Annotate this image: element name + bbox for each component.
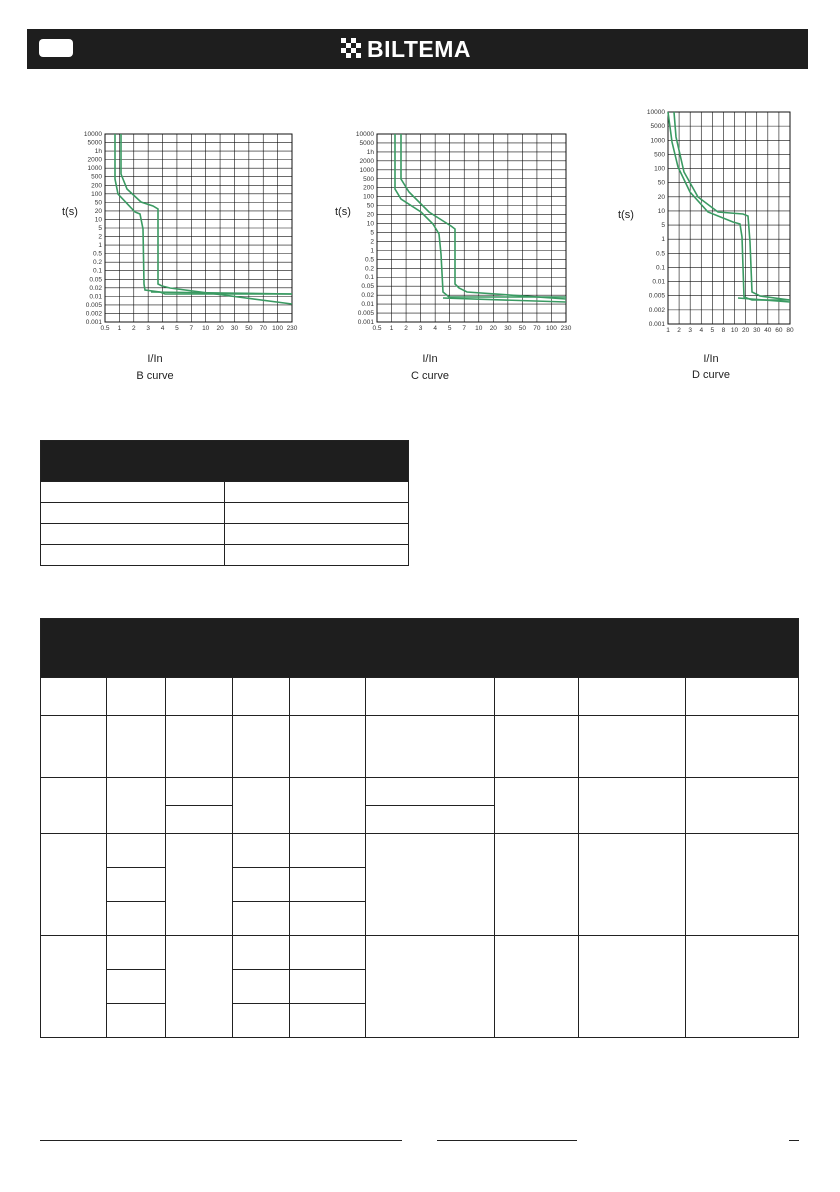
x-tick-label: 20 (489, 325, 497, 332)
y-tick-label: 0.002 (648, 306, 665, 314)
y-axis-label: t(s) (335, 206, 351, 218)
chart-svg (50, 112, 298, 387)
x-tick-label: 30 (230, 325, 239, 332)
y-tick-label: 1h (94, 148, 102, 156)
y-tick-label: 0.001 (648, 321, 665, 328)
x-tick-label: 30 (504, 325, 512, 332)
y-tick-label: 0.005 (648, 292, 665, 300)
table-row (41, 778, 799, 806)
x-tick-label: 2 (131, 325, 136, 332)
x-tick-label: 10 (202, 325, 210, 332)
y-tick-label: 0.5 (92, 250, 102, 258)
table-row (41, 834, 799, 868)
x-tick-label: 100 (272, 325, 284, 332)
y-tick-label: 5000 (359, 139, 374, 147)
spec-table-small (40, 440, 409, 566)
x-tick-label: 10 (730, 327, 739, 334)
y-tick-label: 200 (363, 184, 374, 192)
x-tick-label: 70 (533, 325, 541, 332)
y-tick-label: 0.005 (357, 310, 374, 318)
chart-svg (325, 112, 572, 387)
curve-caption: D curve (692, 369, 730, 381)
x-axis-label: I/In (422, 353, 438, 365)
y-axis-label: t(s) (62, 206, 78, 218)
y-tick-label: 2000 (359, 157, 374, 165)
y-tick-label: 0.001 (357, 319, 374, 326)
brand-logo (341, 37, 471, 61)
x-tick-label: 1 (666, 327, 670, 334)
spec-table-large (40, 618, 799, 1038)
y-tick-label: 0.5 (364, 256, 374, 264)
y-tick-label: 0.01 (652, 278, 665, 286)
y-tick-label: 200 (91, 182, 102, 190)
y-tick-label: 100 (363, 193, 374, 201)
y-tick-label: 50 (657, 179, 665, 187)
x-tick-label: 50 (518, 325, 527, 332)
x-tick-label: 1 (117, 325, 122, 332)
x-tick-label: 0.5 (372, 325, 382, 332)
language-badge (39, 39, 73, 57)
x-tick-label: 30 (753, 327, 761, 334)
y-tick-label: 100 (91, 190, 102, 198)
y-tick-label: 500 (654, 151, 665, 159)
x-axis-label: I/In (147, 353, 163, 365)
y-tick-label: 2 (98, 233, 102, 241)
x-tick-label: 20 (216, 325, 224, 332)
x-tick-label: 7 (462, 325, 467, 332)
y-tick-label: 10 (657, 207, 665, 215)
y-tick-label: 0.1 (364, 274, 374, 282)
x-tick-label: 80 (786, 327, 794, 334)
y-tick-label: 10 (94, 216, 102, 224)
y-tick-label: 10000 (355, 131, 374, 138)
x-tick-label: 3 (418, 325, 423, 332)
x-tick-label: 20 (742, 327, 750, 334)
chart-svg (608, 100, 808, 387)
plot-frame (668, 112, 790, 324)
x-tick-label: 4 (699, 327, 704, 334)
y-tick-label: 50 (94, 199, 102, 207)
y-tick-label: 1 (661, 236, 665, 244)
y-tick-label: 0.2 (364, 265, 374, 273)
x-tick-label: 4 (433, 325, 437, 332)
footer-line-middle (437, 1140, 577, 1141)
x-tick-label: 5 (447, 325, 452, 332)
y-tick-label: 10000 (646, 109, 665, 116)
y-tick-label: 5 (661, 222, 665, 230)
table-row (41, 482, 409, 503)
y-tick-label: 0.05 (361, 283, 374, 291)
y-tick-label: 1000 (650, 137, 665, 145)
x-tick-label: 0.5 (100, 325, 110, 332)
x-tick-label: 40 (764, 327, 772, 334)
curve-caption: C curve (411, 370, 449, 382)
footer-line-right (789, 1140, 799, 1141)
y-tick-label: 0.1 (655, 264, 665, 272)
y-tick-label: 2000 (87, 156, 102, 164)
table-column-row (41, 678, 799, 716)
y-axis-label: t(s) (618, 209, 634, 221)
y-tick-label: 500 (91, 173, 102, 181)
y-tick-label: 0.01 (361, 301, 374, 309)
plot-frame (377, 134, 566, 322)
table-row (41, 545, 409, 566)
y-tick-label: 100 (654, 165, 665, 173)
y-tick-label: 0.001 (85, 319, 102, 326)
y-tick-label: 0.5 (655, 250, 665, 258)
y-tick-label: 1 (370, 247, 374, 255)
y-tick-label: 1000 (87, 165, 102, 173)
x-tick-label: 3 (146, 325, 150, 332)
y-tick-label: 0.2 (92, 259, 102, 267)
y-tick-label: 0.05 (89, 276, 102, 284)
x-tick-label: 70 (259, 325, 267, 332)
y-tick-label: 1 (98, 242, 102, 250)
table-row (41, 936, 799, 970)
y-tick-label: 5000 (87, 139, 102, 147)
y-tick-label: 20 (366, 211, 374, 219)
y-tick-label: 2 (370, 238, 374, 246)
trip-curve-chart-b (50, 112, 298, 387)
x-axis-label: I/In (703, 353, 719, 365)
y-tick-label: 50 (366, 202, 374, 210)
x-tick-label: 2 (404, 325, 408, 332)
x-tick-label: 4 (160, 325, 165, 332)
checkered-flag-icon (341, 38, 363, 60)
header-bar (27, 29, 808, 69)
x-tick-label: 8 (721, 327, 726, 334)
table-header-row (41, 441, 409, 482)
trip-curve-chart-c (325, 112, 572, 387)
y-tick-label: 0.002 (85, 310, 102, 318)
x-tick-label: 230 (560, 325, 572, 332)
y-tick-label: 5 (98, 225, 102, 232)
y-tick-label: 0.1 (92, 267, 102, 275)
table-row (41, 524, 409, 545)
table-row (41, 503, 409, 524)
y-tick-label: 20 (94, 207, 102, 215)
y-tick-label: 1h (366, 148, 374, 156)
curve-caption: B curve (136, 370, 174, 382)
y-tick-label: 0.01 (89, 293, 102, 301)
y-tick-label: 0.005 (85, 301, 102, 309)
table-header-row (41, 619, 799, 678)
y-tick-label: 0.02 (89, 284, 102, 292)
x-tick-label: 100 (546, 325, 557, 332)
y-tick-label: 10000 (83, 131, 102, 138)
x-tick-label: 60 (775, 327, 783, 334)
y-tick-label: 500 (363, 175, 374, 183)
table-row (41, 716, 799, 778)
y-tick-label: 10 (366, 220, 374, 228)
x-tick-label: 7 (189, 325, 194, 332)
trip-curve-chart-d (608, 100, 808, 387)
x-tick-label: 230 (286, 325, 298, 332)
x-tick-label: 1 (389, 325, 394, 332)
brand-name: BILTEMA (367, 35, 472, 62)
footer-line-left (40, 1140, 402, 1141)
x-tick-label: 2 (677, 327, 681, 334)
y-tick-label: 1000 (359, 166, 374, 174)
x-tick-label: 5 (710, 327, 715, 334)
x-tick-label: 5 (175, 325, 179, 332)
y-tick-label: 20 (657, 193, 665, 201)
x-tick-label: 50 (245, 325, 253, 332)
y-tick-label: 5 (370, 229, 374, 237)
y-tick-label: 5000 (650, 123, 665, 131)
y-tick-label: 0.02 (361, 292, 374, 300)
x-tick-label: 3 (688, 327, 692, 334)
x-tick-label: 10 (475, 325, 483, 332)
